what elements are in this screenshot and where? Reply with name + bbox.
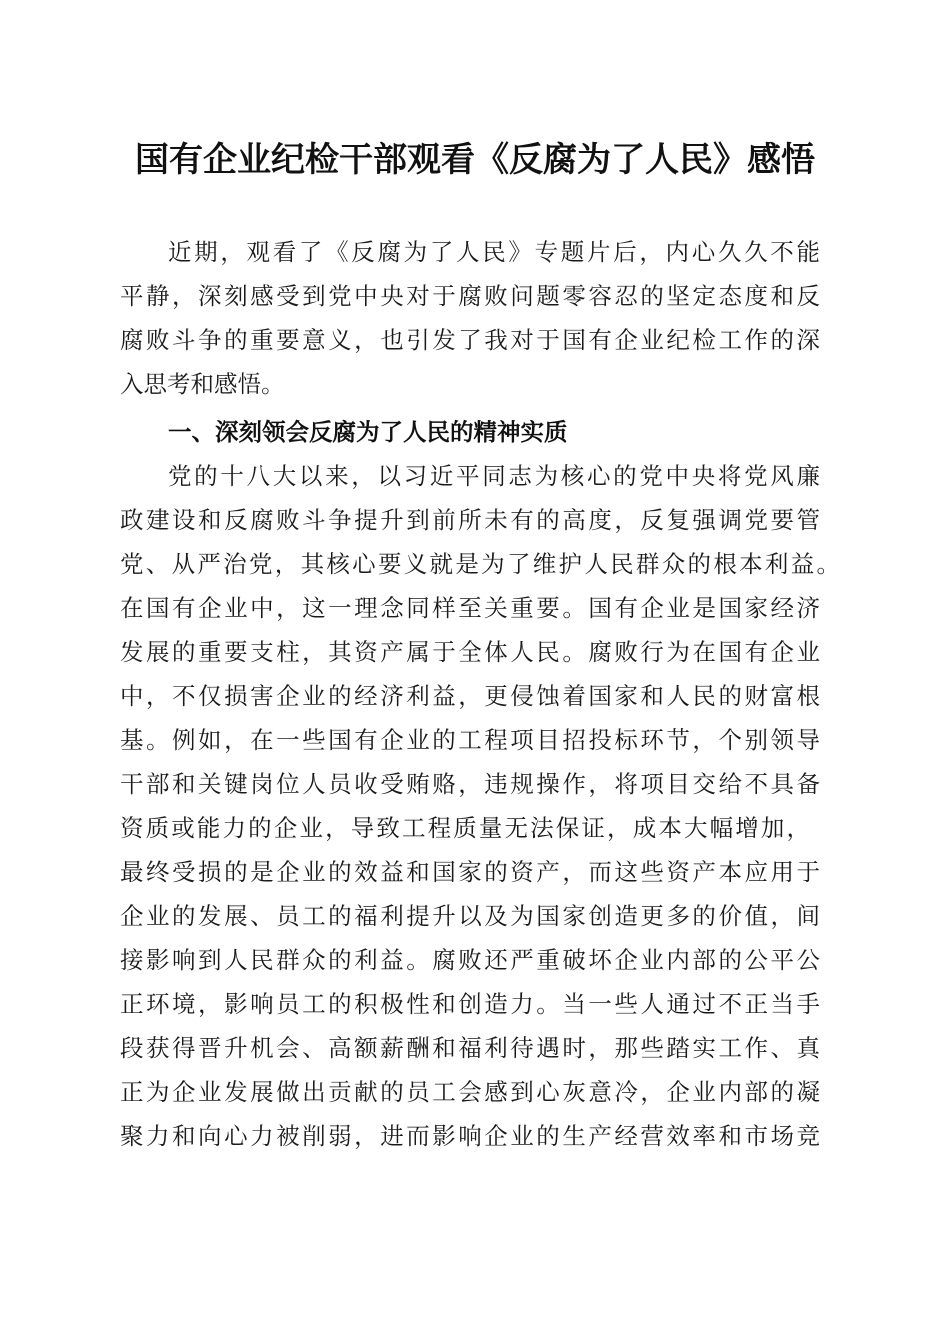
paragraph-2-line-10: 最终受损的是企业的效益和国家的资产，而这些资产本应用于 xyxy=(120,858,820,886)
paragraph-1-line-1: 近期，观看了《反腐为了人民》专题片后，内心久久不能 xyxy=(168,238,820,266)
paragraph-2-line-14: 段获得晋升机会、高额薪酬和福利待遇时，那些踏实工作、真 xyxy=(120,1034,820,1062)
paragraph-2-line-1: 党的十八大以来，以习近平同志为核心的党中央将党风廉 xyxy=(168,462,820,490)
paragraph-2-line-5: 发展的重要支柱，其资产属于全体人民。腐败行为在国有企业 xyxy=(120,638,820,666)
paragraph-1-line-4: 入思考和感悟。 xyxy=(120,370,285,398)
paragraph-2-line-2: 政建设和反腐败斗争提升到前所未有的高度，反复强调党要管 xyxy=(120,506,820,534)
paragraph-2-line-11: 企业的发展、员工的福利提升以及为国家创造更多的价值，间 xyxy=(120,902,820,930)
paragraph-2-line-12: 接影响到人民群众的利益。腐败还严重破坏企业内部的公平公 xyxy=(120,946,820,974)
paragraph-2-line-4: 在国有企业中，这一理念同样至关重要。国有企业是国家经济 xyxy=(120,594,820,622)
paragraph-2-line-13: 正环境，影响员工的积极性和创造力。当一些人通过不正当手 xyxy=(120,990,820,1018)
paragraph-1-line-3: 腐败斗争的重要意义，也引发了我对于国有企业纪检工作的深 xyxy=(120,326,820,354)
section-heading-1: 一、深刻领会反腐为了人民的精神实质 xyxy=(168,418,568,446)
paragraph-2-line-16: 聚力和向心力被削弱，进而影响企业的生产经营效率和市场竞 xyxy=(120,1122,820,1150)
paragraph-1-line-2: 平静，深刻感受到党中央对于腐败问题零容忍的坚定态度和反 xyxy=(120,282,820,310)
paragraph-2-line-15: 正为企业发展做出贡献的员工会感到心灰意冷，企业内部的凝 xyxy=(120,1078,820,1106)
paragraph-2-line-7: 基。例如，在一些国有企业的工程项目招投标环节，个别领导 xyxy=(120,726,820,754)
document-title: 国有企业纪检干部观看《反腐为了人民》感悟 xyxy=(135,140,815,180)
paragraph-2-line-9: 资质或能力的企业，导致工程质量无法保证，成本大幅增加， xyxy=(120,814,810,842)
paragraph-2-line-8: 干部和关键岗位人员收受贿赂，违规操作，将项目交给不具备 xyxy=(120,770,820,798)
paragraph-2-line-3: 党、从严治党，其核心要义就是为了维护人民群众的根本利益。 xyxy=(120,550,840,578)
paragraph-2-line-6: 中，不仅损害企业的经济利益，更侵蚀着国家和人民的财富根 xyxy=(120,682,820,710)
